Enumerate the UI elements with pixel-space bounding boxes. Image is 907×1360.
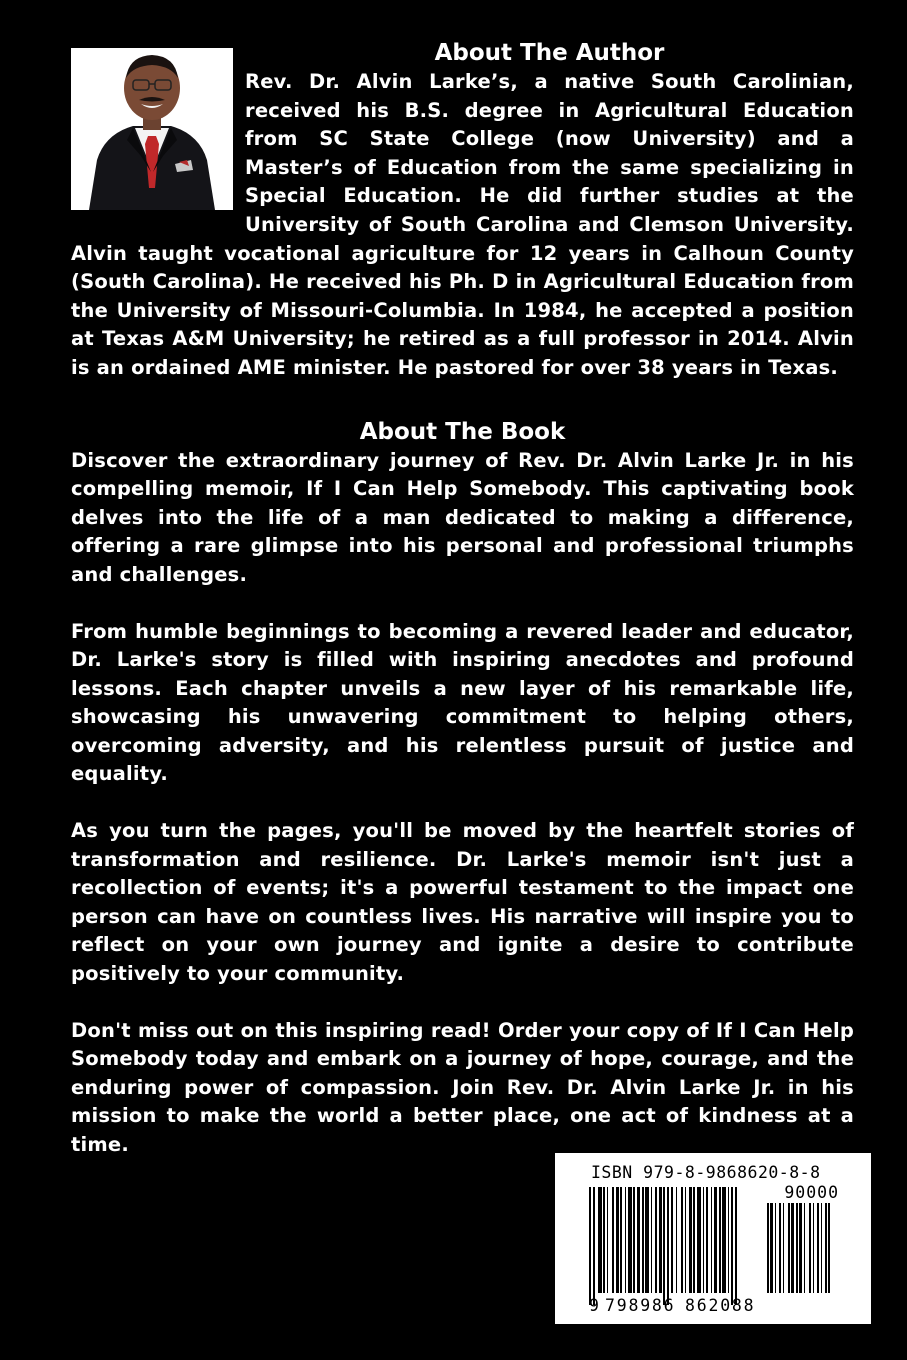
barcode-lead-digit: 9: [589, 1296, 599, 1315]
barcode-bar: [813, 1203, 814, 1293]
barcode-bar: [821, 1203, 822, 1293]
about-book-section: [71, 417, 854, 1160]
isbn-barcode: [555, 1153, 871, 1324]
isbn-label: ISBN 979-8-9868620-8-8: [591, 1163, 821, 1182]
barcode-bar: [722, 1187, 726, 1293]
barcode-bar: [706, 1187, 708, 1293]
barcode-digit-group-2: 862088: [685, 1296, 756, 1315]
barcode-bar: [645, 1187, 649, 1293]
barcode-bar: [598, 1187, 602, 1293]
barcode-bar: [612, 1187, 614, 1293]
barcode-bar: [655, 1187, 657, 1293]
about-author-heading: About The Author: [434, 40, 665, 66]
barcode-bar: [633, 1187, 635, 1293]
barcode-bar: [770, 1203, 773, 1293]
barcode-bar: [711, 1187, 712, 1293]
barcode-bar: [659, 1187, 662, 1293]
author-bio: Rev. Dr. Alvin Larke’s, a native South Carolinian, received his B.S. degree in Agricultural Education from SC State College (now University) and a Master’s of Education from the same specializing in Special Education. He did further studies at the University of South Carolina and Clemson University. Alvin taught vocational agriculture for 12 years in Calhoun County (South Carolina). He received his Ph. D in Agricultural Education from the University of Missouri-Columbia. In 1984, he accepted a position at Texas A&M University; he retired as a full professor in 2014. Alvin is an ordained AME minister. He pastored for over 38 years in Texas.: [71, 70, 854, 379]
barcode-bar: [714, 1187, 717, 1293]
barcode-bar: [809, 1203, 811, 1293]
barcode-bar: [681, 1187, 683, 1293]
barcode-bars-icon: [589, 1187, 757, 1305]
barcode-bar: [667, 1187, 669, 1305]
barcode-bar: [731, 1187, 733, 1305]
barcode-bar: [637, 1187, 640, 1293]
barcode-bar: [783, 1203, 784, 1293]
barcode-bar: [603, 1187, 605, 1293]
barcode-bar: [728, 1187, 729, 1293]
barcode-bar: [607, 1187, 608, 1293]
barcode-bar: [663, 1187, 665, 1305]
book-paragraph-2: From humble beginnings to becoming a revered leader and educator, Dr. Larke's story is filled with inspiring anecdotes and profound lessons. Each chapter unveils a new layer of his remarkable life, showcasing his unwavering commitment to helping others, overcoming adversity, and his relentless pursuit of justice and equality.: [71, 619, 854, 786]
barcode-bar: [775, 1203, 776, 1293]
barcode-bar: [693, 1187, 695, 1293]
barcode-bar: [828, 1203, 830, 1293]
book-paragraph-3: As you turn the pages, you'll be moved by the heartfelt stories of transformation and resilience. Dr. Larke's memoir isn't just a recollection of events; it's a powerful testament to the impact one person can have on countless lives. His narrative will inspire you to reflect on your own journey and ignite a desire to contribute positively to your community.: [71, 819, 854, 986]
author-photo: [71, 48, 233, 210]
addon-barcode-bars-icon: [767, 1203, 839, 1305]
barcode-bar: [685, 1187, 686, 1293]
barcode-digit-group-1: 798986: [605, 1296, 676, 1315]
barcode-bar: [796, 1203, 798, 1293]
barcode-bar: [804, 1203, 805, 1293]
barcode-bar: [589, 1187, 591, 1305]
barcode-bar: [817, 1203, 819, 1293]
barcode-bar: [779, 1203, 781, 1293]
barcode-bar: [799, 1203, 802, 1293]
barcode-bar: [671, 1187, 673, 1293]
book-paragraph-4: Don't miss out on this inspiring read! Order your copy of If I Can Help Somebody today and embark on a journey of hope, courage, and the enduring power of compassion. Join Rev. Dr. Alvin Larke Jr. in his mission to make the world a better place, one act of kindness at a time.: [71, 1018, 854, 1156]
barcode-bar: [719, 1187, 721, 1293]
book-paragraph-1: Discover the extraordinary journey of Rev. Dr. Alvin Larke Jr. in his compelling memoir, If I Can Help Somebody. This captivating book delves into the life of a man dedicated to making a difference, offering a rare glimpse into his personal and professional triumphs and challenges.: [71, 448, 854, 586]
barcode-bar: [767, 1203, 769, 1293]
barcode-bar: [689, 1187, 692, 1293]
about-book-heading: About The Book: [359, 418, 566, 445]
barcode-bar: [676, 1187, 677, 1293]
price-code: 90000: [784, 1183, 839, 1202]
barcode-bar: [735, 1187, 737, 1305]
barcode-bar: [697, 1187, 701, 1293]
back-cover: [71, 38, 854, 1160]
barcode-bar: [651, 1187, 652, 1293]
barcode-bar: [791, 1203, 794, 1293]
barcode-bar: [616, 1187, 619, 1293]
barcode-bar: [703, 1187, 704, 1293]
about-author-section: [71, 38, 854, 383]
barcode-bar: [788, 1203, 790, 1293]
barcode-bar: [625, 1187, 626, 1293]
barcode-bar: [628, 1187, 632, 1293]
barcode-bar: [593, 1187, 595, 1305]
barcode-bar: [620, 1187, 622, 1293]
barcode-bar: [825, 1203, 827, 1293]
barcode-bar: [642, 1187, 644, 1293]
author-portrait-photo-icon: [71, 48, 233, 210]
